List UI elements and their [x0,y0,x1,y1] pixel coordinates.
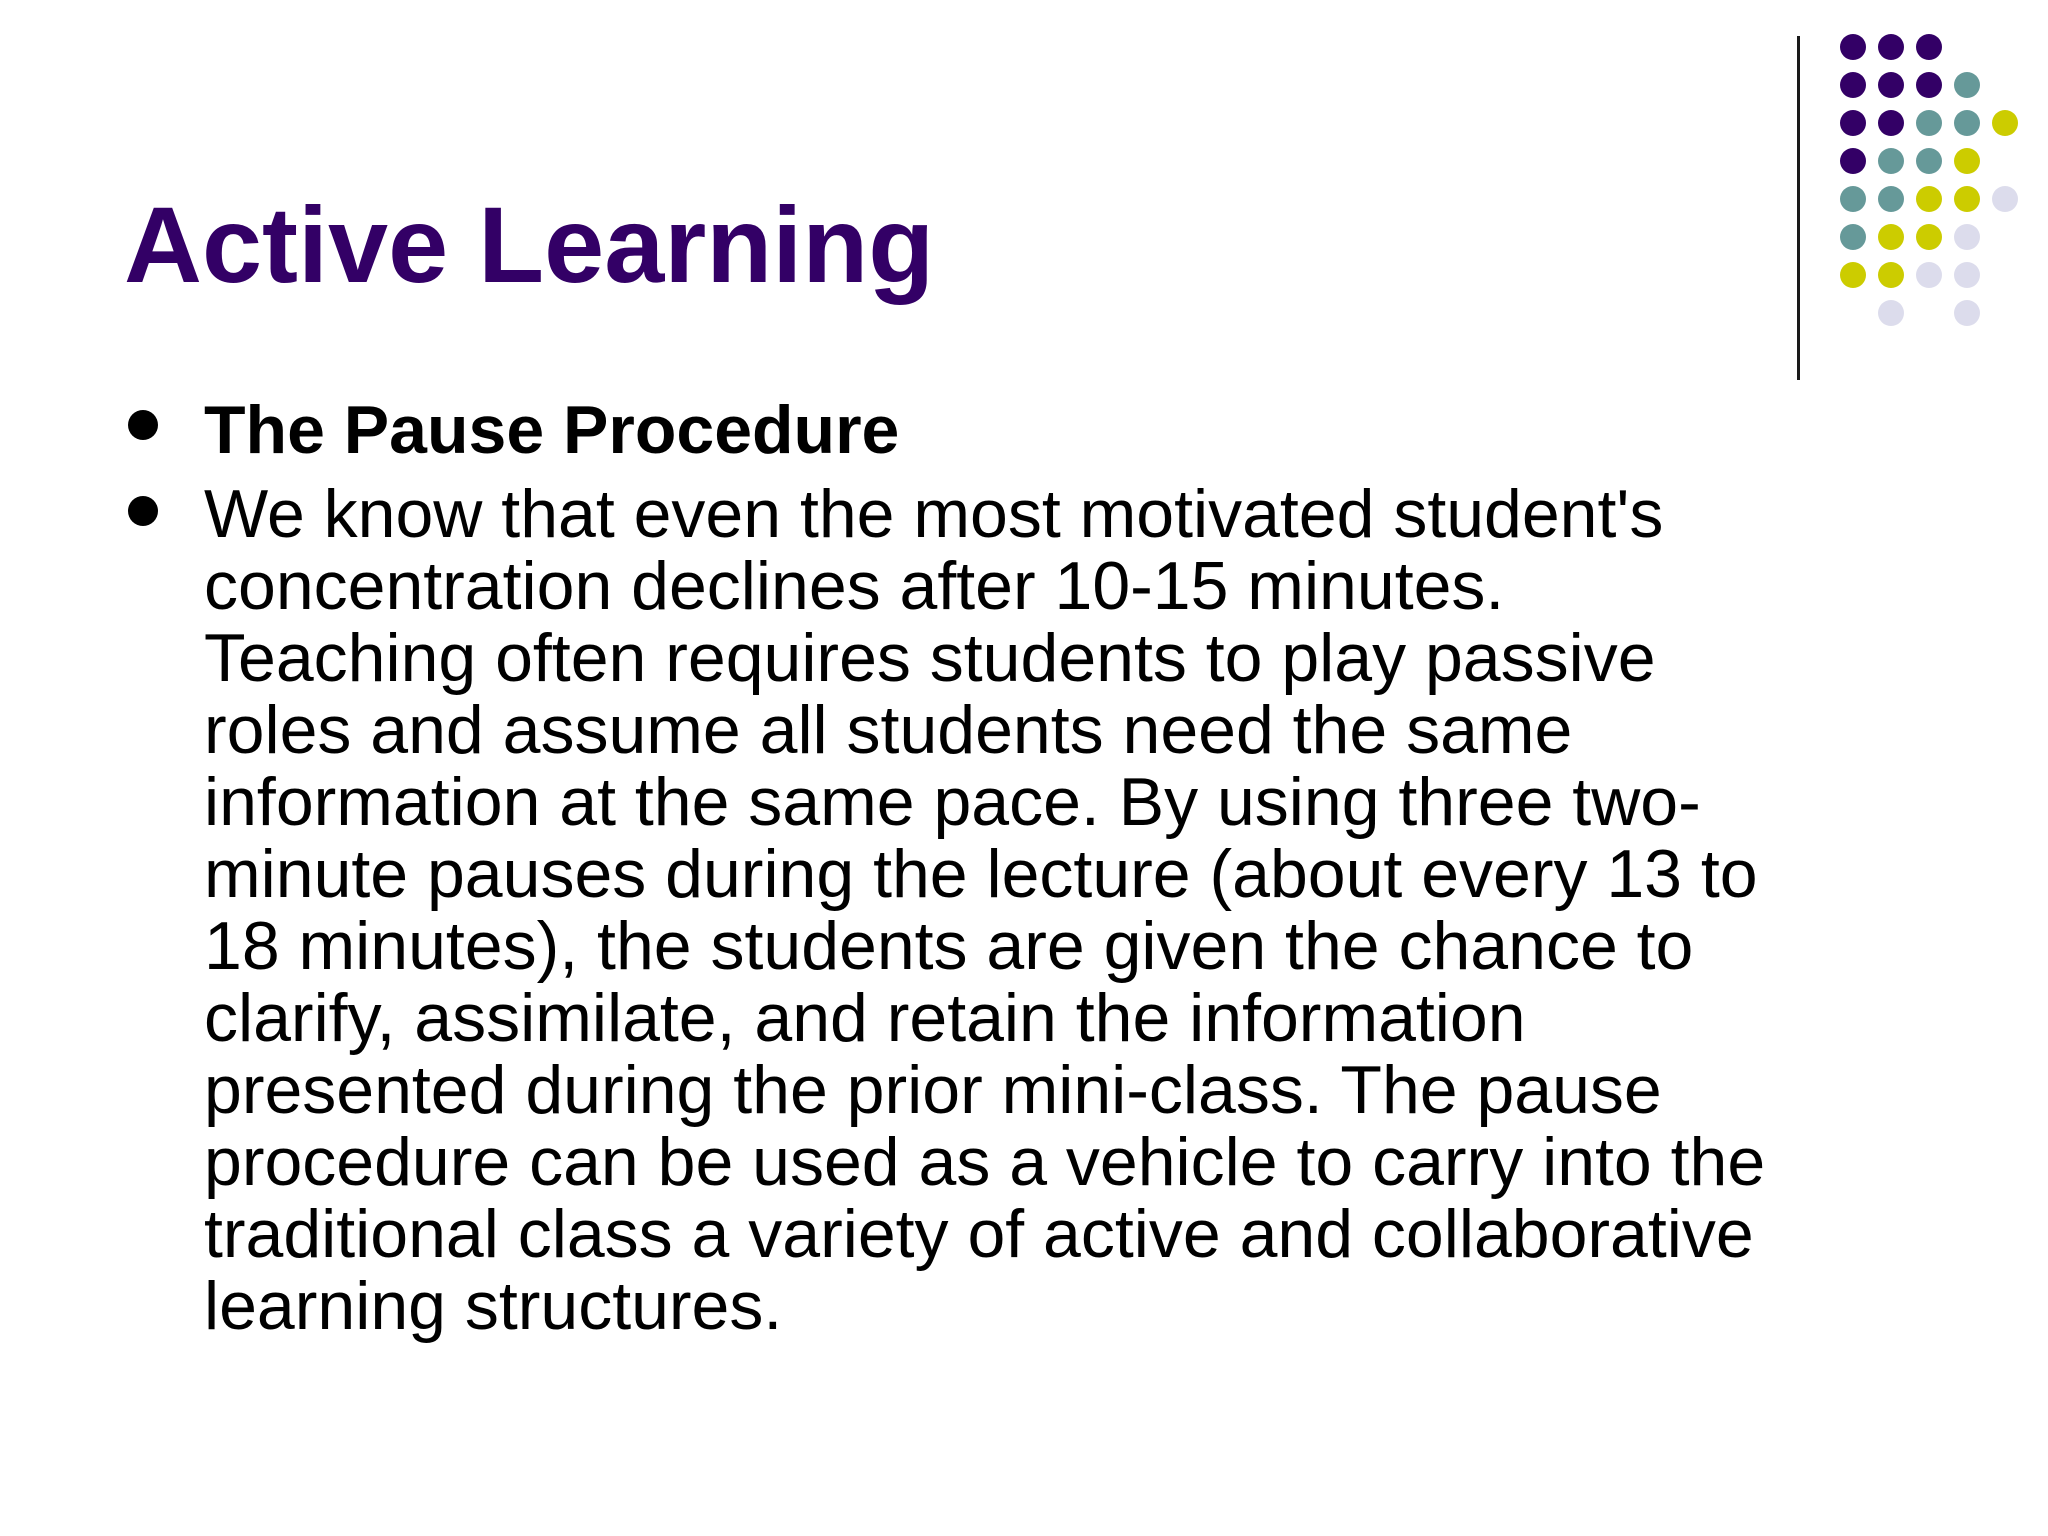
decorative-dot [1916,262,1942,288]
body-line: clarify, assimilate, and retain the information [204,980,1526,1056]
decorative-dot [1954,110,1980,136]
body-line: learning structures. [204,1268,783,1344]
decorative-dot [1840,110,1866,136]
decorative-dot [1840,262,1866,288]
body-line: 18 minutes), the students are given the chance to [204,908,1694,984]
body-line: traditional class a variety of active and collaborative [204,1196,1754,1272]
decorative-dot [1954,300,1980,326]
decorative-dot [1954,148,1980,174]
decorative-dot [1878,72,1904,98]
decorative-dot [1878,300,1904,326]
decorative-dot [1954,262,1980,288]
decorative-dot [1954,186,1980,212]
decorative-dot [1916,72,1942,98]
body-line: roles and assume all students need the same [204,692,1573,768]
decorative-dot [1878,186,1904,212]
decorative-dot [1916,110,1942,136]
decorative-dot [1878,34,1904,60]
decorative-dot [1954,224,1980,250]
decorative-dot [1840,148,1866,174]
bullet-list [124,390,1944,1342]
vertical-divider [1797,36,1800,380]
slide-title: Active Learning [124,184,935,305]
decorative-dot [1840,34,1866,60]
decorative-dot [1916,186,1942,212]
bullet-item-body [124,478,2044,1342]
body-line: procedure can be used as a vehicle to carry into the [204,1124,1766,1200]
decorative-dot [1840,224,1866,250]
bullet-dot-icon [128,496,158,526]
decorative-dot [1992,186,2018,212]
body-line: Teaching often requires students to play passive [204,620,1656,696]
decorative-dot [1954,72,1980,98]
decorative-dot [1878,148,1904,174]
decorative-dot [1878,262,1904,288]
body-line: minute pauses during the lecture (about every 13 to [204,836,1758,912]
body-line: We know that even the most motivated student's [204,476,1664,552]
decorative-dot [1916,224,1942,250]
body-line: presented during the prior mini-class. The pause [204,1052,1662,1128]
decorative-dot [1840,186,1866,212]
bullet-dot-icon [128,410,158,440]
body-line: concentration declines after 10-15 minutes. [204,548,1505,624]
decorative-dot [1992,110,2018,136]
decorative-dot [1916,148,1942,174]
bullet-heading-text: The Pause Procedure [204,392,900,468]
decorative-dot [1878,110,1904,136]
body-line: information at the same pace. By using three two- [204,764,1701,840]
bullet-item-heading [124,390,1944,470]
decorative-dot [1840,72,1866,98]
decorative-dot [1916,34,1942,60]
decorative-dot [1878,224,1904,250]
